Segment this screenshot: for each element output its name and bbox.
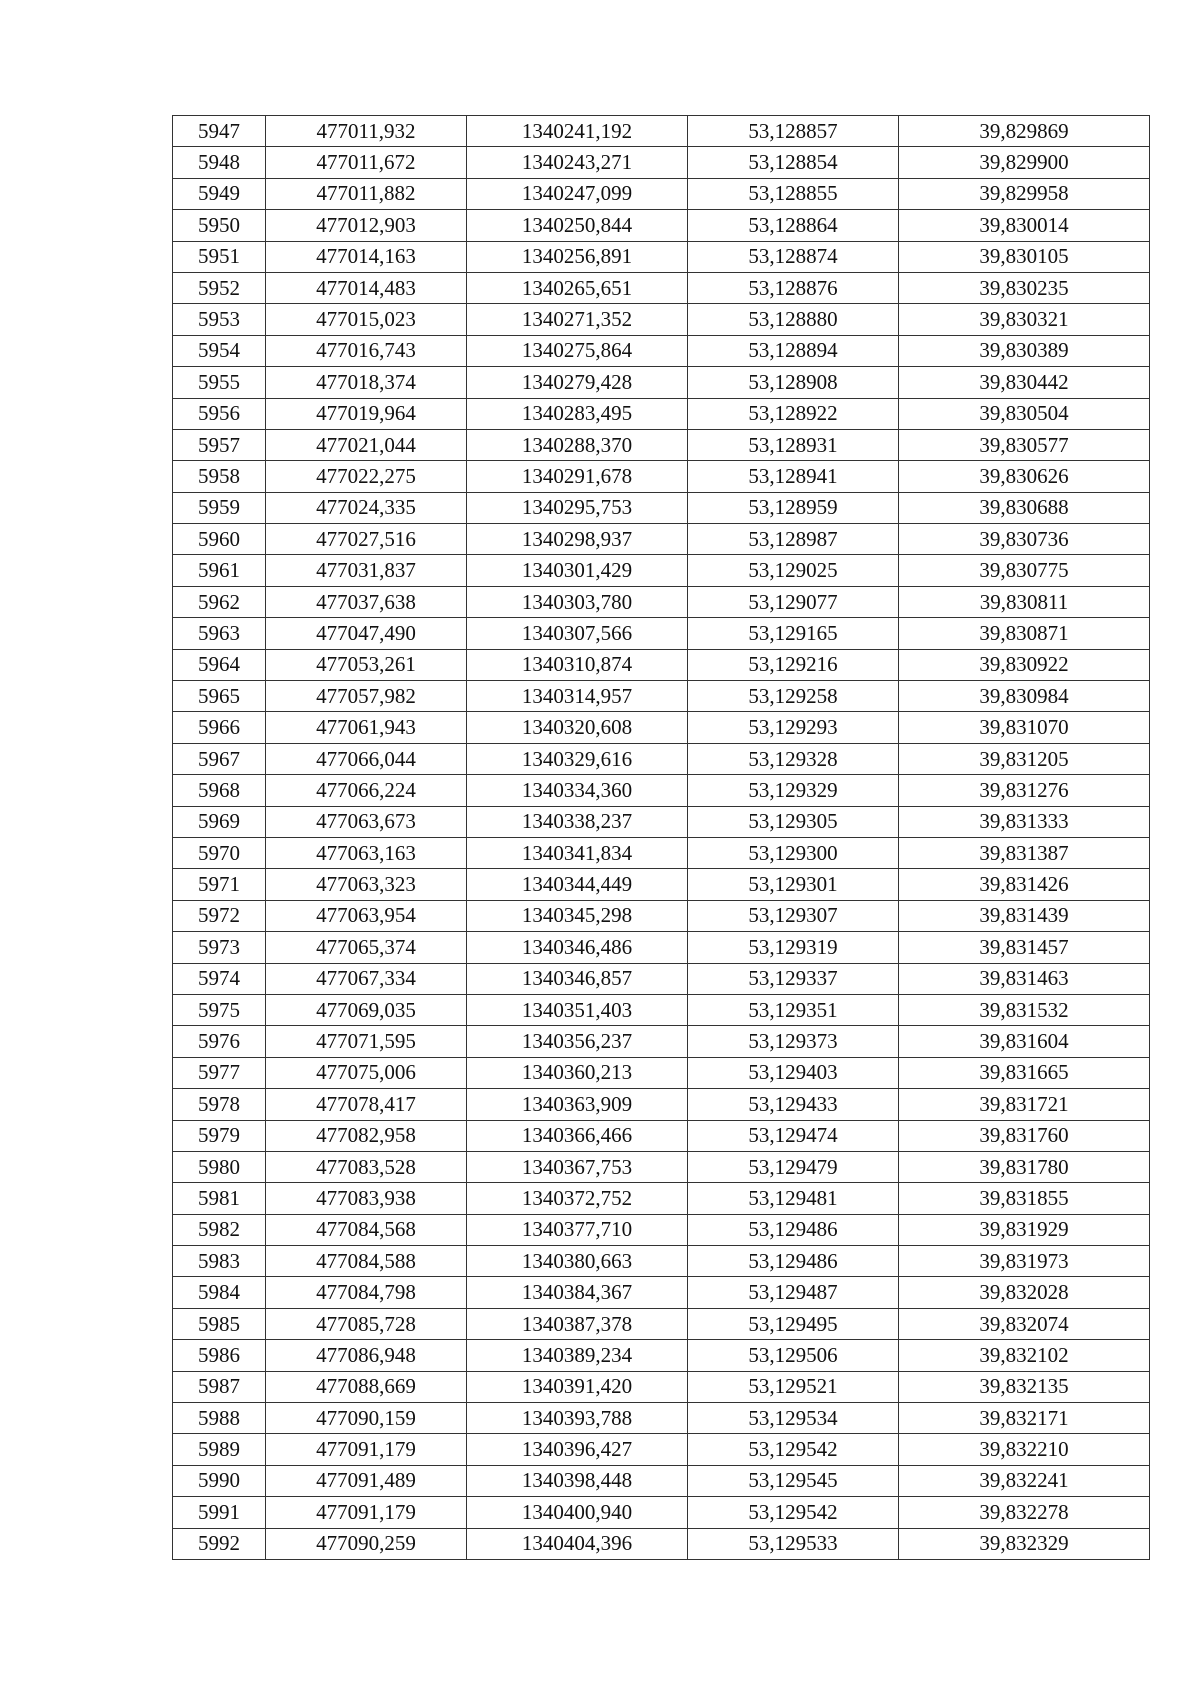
longitude-cell: 39,830442 bbox=[899, 367, 1150, 398]
table-row bbox=[173, 178, 1150, 209]
latitude-cell: 53,129351 bbox=[688, 994, 899, 1025]
table-row bbox=[173, 1465, 1150, 1496]
point-number-cell: 5987 bbox=[173, 1371, 266, 1402]
longitude-cell: 39,830321 bbox=[899, 304, 1150, 335]
latitude-cell: 53,129487 bbox=[688, 1277, 899, 1308]
y-coordinate-cell: 1340271,352 bbox=[467, 304, 688, 335]
point-number-cell: 5955 bbox=[173, 367, 266, 398]
longitude-cell: 39,831439 bbox=[899, 900, 1150, 931]
latitude-cell: 53,128908 bbox=[688, 367, 899, 398]
y-coordinate-cell: 1340345,298 bbox=[467, 900, 688, 931]
longitude-cell: 39,831387 bbox=[899, 837, 1150, 868]
table-row bbox=[173, 1277, 1150, 1308]
longitude-cell: 39,831604 bbox=[899, 1026, 1150, 1057]
longitude-cell: 39,831973 bbox=[899, 1246, 1150, 1277]
x-coordinate-cell: 477019,964 bbox=[266, 398, 467, 429]
y-coordinate-cell: 1340256,891 bbox=[467, 241, 688, 272]
point-number-cell: 5978 bbox=[173, 1089, 266, 1120]
y-coordinate-cell: 1340279,428 bbox=[467, 367, 688, 398]
longitude-cell: 39,831855 bbox=[899, 1183, 1150, 1214]
longitude-cell: 39,830922 bbox=[899, 649, 1150, 680]
y-coordinate-cell: 1340341,834 bbox=[467, 837, 688, 868]
x-coordinate-cell: 477011,672 bbox=[266, 147, 467, 178]
longitude-cell: 39,830504 bbox=[899, 398, 1150, 429]
point-number-cell: 5991 bbox=[173, 1497, 266, 1528]
x-coordinate-cell: 477014,483 bbox=[266, 272, 467, 303]
longitude-cell: 39,829869 bbox=[899, 116, 1150, 147]
latitude-cell: 53,128857 bbox=[688, 116, 899, 147]
y-coordinate-cell: 1340291,678 bbox=[467, 461, 688, 492]
table-row bbox=[173, 1308, 1150, 1339]
point-number-cell: 5967 bbox=[173, 743, 266, 774]
table-row bbox=[173, 932, 1150, 963]
y-coordinate-cell: 1340377,710 bbox=[467, 1214, 688, 1245]
point-number-cell: 5963 bbox=[173, 618, 266, 649]
longitude-cell: 39,830577 bbox=[899, 429, 1150, 460]
table-row bbox=[173, 1371, 1150, 1402]
x-coordinate-cell: 477086,948 bbox=[266, 1340, 467, 1371]
latitude-cell: 53,129542 bbox=[688, 1434, 899, 1465]
x-coordinate-cell: 477022,275 bbox=[266, 461, 467, 492]
x-coordinate-cell: 477090,259 bbox=[266, 1528, 467, 1559]
y-coordinate-cell: 1340334,360 bbox=[467, 775, 688, 806]
table-row bbox=[173, 1434, 1150, 1465]
table-row bbox=[173, 524, 1150, 555]
latitude-cell: 53,129329 bbox=[688, 775, 899, 806]
latitude-cell: 53,129319 bbox=[688, 932, 899, 963]
latitude-cell: 53,129337 bbox=[688, 963, 899, 994]
longitude-cell: 39,830775 bbox=[899, 555, 1150, 586]
y-coordinate-cell: 1340346,486 bbox=[467, 932, 688, 963]
latitude-cell: 53,128880 bbox=[688, 304, 899, 335]
longitude-cell: 39,830014 bbox=[899, 210, 1150, 241]
point-number-cell: 5975 bbox=[173, 994, 266, 1025]
y-coordinate-cell: 1340400,940 bbox=[467, 1497, 688, 1528]
y-coordinate-cell: 1340393,788 bbox=[467, 1403, 688, 1434]
y-coordinate-cell: 1340298,937 bbox=[467, 524, 688, 555]
table-row bbox=[173, 429, 1150, 460]
point-number-cell: 5988 bbox=[173, 1403, 266, 1434]
longitude-cell: 39,832028 bbox=[899, 1277, 1150, 1308]
coordinates-table bbox=[172, 115, 1150, 1560]
table-row bbox=[173, 116, 1150, 147]
table-row bbox=[173, 681, 1150, 712]
y-coordinate-cell: 1340367,753 bbox=[467, 1151, 688, 1182]
y-coordinate-cell: 1340380,663 bbox=[467, 1246, 688, 1277]
longitude-cell: 39,831205 bbox=[899, 743, 1150, 774]
longitude-cell: 39,831780 bbox=[899, 1151, 1150, 1182]
x-coordinate-cell: 477083,938 bbox=[266, 1183, 467, 1214]
point-number-cell: 5957 bbox=[173, 429, 266, 460]
table-row bbox=[173, 994, 1150, 1025]
x-coordinate-cell: 477078,417 bbox=[266, 1089, 467, 1120]
point-number-cell: 5992 bbox=[173, 1528, 266, 1559]
table-row bbox=[173, 743, 1150, 774]
table-row bbox=[173, 1089, 1150, 1120]
table-row bbox=[173, 492, 1150, 523]
y-coordinate-cell: 1340351,403 bbox=[467, 994, 688, 1025]
table-row bbox=[173, 367, 1150, 398]
x-coordinate-cell: 477066,044 bbox=[266, 743, 467, 774]
table-row bbox=[173, 1151, 1150, 1182]
point-number-cell: 5952 bbox=[173, 272, 266, 303]
point-number-cell: 5973 bbox=[173, 932, 266, 963]
latitude-cell: 53,129495 bbox=[688, 1308, 899, 1339]
x-coordinate-cell: 477012,903 bbox=[266, 210, 467, 241]
latitude-cell: 53,129373 bbox=[688, 1026, 899, 1057]
point-number-cell: 5958 bbox=[173, 461, 266, 492]
x-coordinate-cell: 477027,516 bbox=[266, 524, 467, 555]
table-row bbox=[173, 272, 1150, 303]
latitude-cell: 53,129328 bbox=[688, 743, 899, 774]
table-row bbox=[173, 775, 1150, 806]
table-row bbox=[173, 586, 1150, 617]
point-number-cell: 5971 bbox=[173, 869, 266, 900]
y-coordinate-cell: 1340283,495 bbox=[467, 398, 688, 429]
latitude-cell: 53,129307 bbox=[688, 900, 899, 931]
longitude-cell: 39,830235 bbox=[899, 272, 1150, 303]
table-row bbox=[173, 335, 1150, 366]
y-coordinate-cell: 1340247,099 bbox=[467, 178, 688, 209]
longitude-cell: 39,831426 bbox=[899, 869, 1150, 900]
longitude-cell: 39,830871 bbox=[899, 618, 1150, 649]
y-coordinate-cell: 1340391,420 bbox=[467, 1371, 688, 1402]
table-row bbox=[173, 649, 1150, 680]
x-coordinate-cell: 477053,261 bbox=[266, 649, 467, 680]
x-coordinate-cell: 477084,588 bbox=[266, 1246, 467, 1277]
table-row bbox=[173, 1214, 1150, 1245]
longitude-cell: 39,832102 bbox=[899, 1340, 1150, 1371]
x-coordinate-cell: 477016,743 bbox=[266, 335, 467, 366]
y-coordinate-cell: 1340295,753 bbox=[467, 492, 688, 523]
latitude-cell: 53,129533 bbox=[688, 1528, 899, 1559]
table-row bbox=[173, 869, 1150, 900]
y-coordinate-cell: 1340344,449 bbox=[467, 869, 688, 900]
y-coordinate-cell: 1340372,752 bbox=[467, 1183, 688, 1214]
latitude-cell: 53,129506 bbox=[688, 1340, 899, 1371]
latitude-cell: 53,128894 bbox=[688, 335, 899, 366]
point-number-cell: 5959 bbox=[173, 492, 266, 523]
x-coordinate-cell: 477018,374 bbox=[266, 367, 467, 398]
x-coordinate-cell: 477021,044 bbox=[266, 429, 467, 460]
y-coordinate-cell: 1340389,234 bbox=[467, 1340, 688, 1371]
point-number-cell: 5969 bbox=[173, 806, 266, 837]
y-coordinate-cell: 1340310,874 bbox=[467, 649, 688, 680]
point-number-cell: 5961 bbox=[173, 555, 266, 586]
point-number-cell: 5989 bbox=[173, 1434, 266, 1465]
table-row bbox=[173, 461, 1150, 492]
latitude-cell: 53,129534 bbox=[688, 1403, 899, 1434]
x-coordinate-cell: 477011,932 bbox=[266, 116, 467, 147]
y-coordinate-cell: 1340275,864 bbox=[467, 335, 688, 366]
longitude-cell: 39,831760 bbox=[899, 1120, 1150, 1151]
longitude-cell: 39,830688 bbox=[899, 492, 1150, 523]
table-row bbox=[173, 304, 1150, 335]
point-number-cell: 5985 bbox=[173, 1308, 266, 1339]
table-row bbox=[173, 1183, 1150, 1214]
x-coordinate-cell: 477083,528 bbox=[266, 1151, 467, 1182]
point-number-cell: 5982 bbox=[173, 1214, 266, 1245]
table-row bbox=[173, 1403, 1150, 1434]
point-number-cell: 5968 bbox=[173, 775, 266, 806]
latitude-cell: 53,129216 bbox=[688, 649, 899, 680]
latitude-cell: 53,129433 bbox=[688, 1089, 899, 1120]
y-coordinate-cell: 1340360,213 bbox=[467, 1057, 688, 1088]
y-coordinate-cell: 1340329,616 bbox=[467, 743, 688, 774]
latitude-cell: 53,129486 bbox=[688, 1246, 899, 1277]
longitude-cell: 39,831463 bbox=[899, 963, 1150, 994]
point-number-cell: 5981 bbox=[173, 1183, 266, 1214]
point-number-cell: 5965 bbox=[173, 681, 266, 712]
table-row bbox=[173, 147, 1150, 178]
x-coordinate-cell: 477091,179 bbox=[266, 1497, 467, 1528]
latitude-cell: 53,128941 bbox=[688, 461, 899, 492]
point-number-cell: 5986 bbox=[173, 1340, 266, 1371]
table-row bbox=[173, 806, 1150, 837]
y-coordinate-cell: 1340363,909 bbox=[467, 1089, 688, 1120]
longitude-cell: 39,831070 bbox=[899, 712, 1150, 743]
longitude-cell: 39,832329 bbox=[899, 1528, 1150, 1559]
y-coordinate-cell: 1340314,957 bbox=[467, 681, 688, 712]
table-row bbox=[173, 210, 1150, 241]
point-number-cell: 5956 bbox=[173, 398, 266, 429]
latitude-cell: 53,128855 bbox=[688, 178, 899, 209]
point-number-cell: 5977 bbox=[173, 1057, 266, 1088]
x-coordinate-cell: 477061,943 bbox=[266, 712, 467, 743]
latitude-cell: 53,129403 bbox=[688, 1057, 899, 1088]
table-row bbox=[173, 1528, 1150, 1559]
x-coordinate-cell: 477090,159 bbox=[266, 1403, 467, 1434]
longitude-cell: 39,830736 bbox=[899, 524, 1150, 555]
table-body bbox=[173, 116, 1150, 1560]
point-number-cell: 5976 bbox=[173, 1026, 266, 1057]
point-number-cell: 5980 bbox=[173, 1151, 266, 1182]
x-coordinate-cell: 477084,798 bbox=[266, 1277, 467, 1308]
point-number-cell: 5966 bbox=[173, 712, 266, 743]
longitude-cell: 39,830626 bbox=[899, 461, 1150, 492]
latitude-cell: 53,128876 bbox=[688, 272, 899, 303]
x-coordinate-cell: 477091,489 bbox=[266, 1465, 467, 1496]
longitude-cell: 39,830389 bbox=[899, 335, 1150, 366]
point-number-cell: 5949 bbox=[173, 178, 266, 209]
point-number-cell: 5984 bbox=[173, 1277, 266, 1308]
y-coordinate-cell: 1340396,427 bbox=[467, 1434, 688, 1465]
latitude-cell: 53,129301 bbox=[688, 869, 899, 900]
y-coordinate-cell: 1340288,370 bbox=[467, 429, 688, 460]
point-number-cell: 5947 bbox=[173, 116, 266, 147]
y-coordinate-cell: 1340387,378 bbox=[467, 1308, 688, 1339]
point-number-cell: 5960 bbox=[173, 524, 266, 555]
point-number-cell: 5970 bbox=[173, 837, 266, 868]
longitude-cell: 39,832171 bbox=[899, 1403, 1150, 1434]
longitude-cell: 39,830105 bbox=[899, 241, 1150, 272]
y-coordinate-cell: 1340346,857 bbox=[467, 963, 688, 994]
table-row bbox=[173, 1057, 1150, 1088]
latitude-cell: 53,129545 bbox=[688, 1465, 899, 1496]
latitude-cell: 53,128922 bbox=[688, 398, 899, 429]
point-number-cell: 5954 bbox=[173, 335, 266, 366]
x-coordinate-cell: 477047,490 bbox=[266, 618, 467, 649]
latitude-cell: 53,128931 bbox=[688, 429, 899, 460]
latitude-cell: 53,129474 bbox=[688, 1120, 899, 1151]
y-coordinate-cell: 1340398,448 bbox=[467, 1465, 688, 1496]
table-row bbox=[173, 1497, 1150, 1528]
x-coordinate-cell: 477067,334 bbox=[266, 963, 467, 994]
latitude-cell: 53,129258 bbox=[688, 681, 899, 712]
longitude-cell: 39,830984 bbox=[899, 681, 1150, 712]
point-number-cell: 5953 bbox=[173, 304, 266, 335]
latitude-cell: 53,129479 bbox=[688, 1151, 899, 1182]
y-coordinate-cell: 1340338,237 bbox=[467, 806, 688, 837]
y-coordinate-cell: 1340366,466 bbox=[467, 1120, 688, 1151]
latitude-cell: 53,129165 bbox=[688, 618, 899, 649]
latitude-cell: 53,129481 bbox=[688, 1183, 899, 1214]
latitude-cell: 53,128864 bbox=[688, 210, 899, 241]
point-number-cell: 5979 bbox=[173, 1120, 266, 1151]
longitude-cell: 39,832278 bbox=[899, 1497, 1150, 1528]
y-coordinate-cell: 1340356,237 bbox=[467, 1026, 688, 1057]
latitude-cell: 53,129025 bbox=[688, 555, 899, 586]
longitude-cell: 39,831532 bbox=[899, 994, 1150, 1025]
y-coordinate-cell: 1340243,271 bbox=[467, 147, 688, 178]
latitude-cell: 53,129293 bbox=[688, 712, 899, 743]
longitude-cell: 39,832135 bbox=[899, 1371, 1150, 1402]
x-coordinate-cell: 477014,163 bbox=[266, 241, 467, 272]
table-row bbox=[173, 1246, 1150, 1277]
x-coordinate-cell: 477065,374 bbox=[266, 932, 467, 963]
y-coordinate-cell: 1340307,566 bbox=[467, 618, 688, 649]
x-coordinate-cell: 477075,006 bbox=[266, 1057, 467, 1088]
longitude-cell: 39,829958 bbox=[899, 178, 1150, 209]
x-coordinate-cell: 477063,954 bbox=[266, 900, 467, 931]
table-row bbox=[173, 1026, 1150, 1057]
table-row bbox=[173, 963, 1150, 994]
y-coordinate-cell: 1340384,367 bbox=[467, 1277, 688, 1308]
x-coordinate-cell: 477011,882 bbox=[266, 178, 467, 209]
x-coordinate-cell: 477015,023 bbox=[266, 304, 467, 335]
latitude-cell: 53,128874 bbox=[688, 241, 899, 272]
latitude-cell: 53,128987 bbox=[688, 524, 899, 555]
point-number-cell: 5990 bbox=[173, 1465, 266, 1496]
table-row bbox=[173, 398, 1150, 429]
point-number-cell: 5972 bbox=[173, 900, 266, 931]
y-coordinate-cell: 1340265,651 bbox=[467, 272, 688, 303]
latitude-cell: 53,129077 bbox=[688, 586, 899, 617]
point-number-cell: 5974 bbox=[173, 963, 266, 994]
latitude-cell: 53,128959 bbox=[688, 492, 899, 523]
x-coordinate-cell: 477024,335 bbox=[266, 492, 467, 523]
latitude-cell: 53,129300 bbox=[688, 837, 899, 868]
table-row bbox=[173, 837, 1150, 868]
x-coordinate-cell: 477031,837 bbox=[266, 555, 467, 586]
x-coordinate-cell: 477063,163 bbox=[266, 837, 467, 868]
longitude-cell: 39,830811 bbox=[899, 586, 1150, 617]
longitude-cell: 39,832074 bbox=[899, 1308, 1150, 1339]
table-row bbox=[173, 712, 1150, 743]
latitude-cell: 53,129542 bbox=[688, 1497, 899, 1528]
x-coordinate-cell: 477091,179 bbox=[266, 1434, 467, 1465]
table-row bbox=[173, 555, 1150, 586]
longitude-cell: 39,831929 bbox=[899, 1214, 1150, 1245]
table-row bbox=[173, 618, 1150, 649]
point-number-cell: 5948 bbox=[173, 147, 266, 178]
longitude-cell: 39,832210 bbox=[899, 1434, 1150, 1465]
y-coordinate-cell: 1340241,192 bbox=[467, 116, 688, 147]
y-coordinate-cell: 1340404,396 bbox=[467, 1528, 688, 1559]
latitude-cell: 53,129486 bbox=[688, 1214, 899, 1245]
point-number-cell: 5962 bbox=[173, 586, 266, 617]
table-row bbox=[173, 1340, 1150, 1371]
table-row bbox=[173, 900, 1150, 931]
point-number-cell: 5950 bbox=[173, 210, 266, 241]
point-number-cell: 5951 bbox=[173, 241, 266, 272]
x-coordinate-cell: 477082,958 bbox=[266, 1120, 467, 1151]
y-coordinate-cell: 1340301,429 bbox=[467, 555, 688, 586]
y-coordinate-cell: 1340320,608 bbox=[467, 712, 688, 743]
x-coordinate-cell: 477069,035 bbox=[266, 994, 467, 1025]
x-coordinate-cell: 477085,728 bbox=[266, 1308, 467, 1339]
table-row bbox=[173, 1120, 1150, 1151]
longitude-cell: 39,831276 bbox=[899, 775, 1150, 806]
x-coordinate-cell: 477066,224 bbox=[266, 775, 467, 806]
longitude-cell: 39,831665 bbox=[899, 1057, 1150, 1088]
latitude-cell: 53,128854 bbox=[688, 147, 899, 178]
table-row bbox=[173, 241, 1150, 272]
x-coordinate-cell: 477088,669 bbox=[266, 1371, 467, 1402]
longitude-cell: 39,829900 bbox=[899, 147, 1150, 178]
x-coordinate-cell: 477037,638 bbox=[266, 586, 467, 617]
x-coordinate-cell: 477063,323 bbox=[266, 869, 467, 900]
latitude-cell: 53,129305 bbox=[688, 806, 899, 837]
y-coordinate-cell: 1340250,844 bbox=[467, 210, 688, 241]
longitude-cell: 39,831457 bbox=[899, 932, 1150, 963]
latitude-cell: 53,129521 bbox=[688, 1371, 899, 1402]
x-coordinate-cell: 477071,595 bbox=[266, 1026, 467, 1057]
y-coordinate-cell: 1340303,780 bbox=[467, 586, 688, 617]
x-coordinate-cell: 477084,568 bbox=[266, 1214, 467, 1245]
longitude-cell: 39,831721 bbox=[899, 1089, 1150, 1120]
x-coordinate-cell: 477057,982 bbox=[266, 681, 467, 712]
longitude-cell: 39,832241 bbox=[899, 1465, 1150, 1496]
longitude-cell: 39,831333 bbox=[899, 806, 1150, 837]
point-number-cell: 5964 bbox=[173, 649, 266, 680]
x-coordinate-cell: 477063,673 bbox=[266, 806, 467, 837]
point-number-cell: 5983 bbox=[173, 1246, 266, 1277]
